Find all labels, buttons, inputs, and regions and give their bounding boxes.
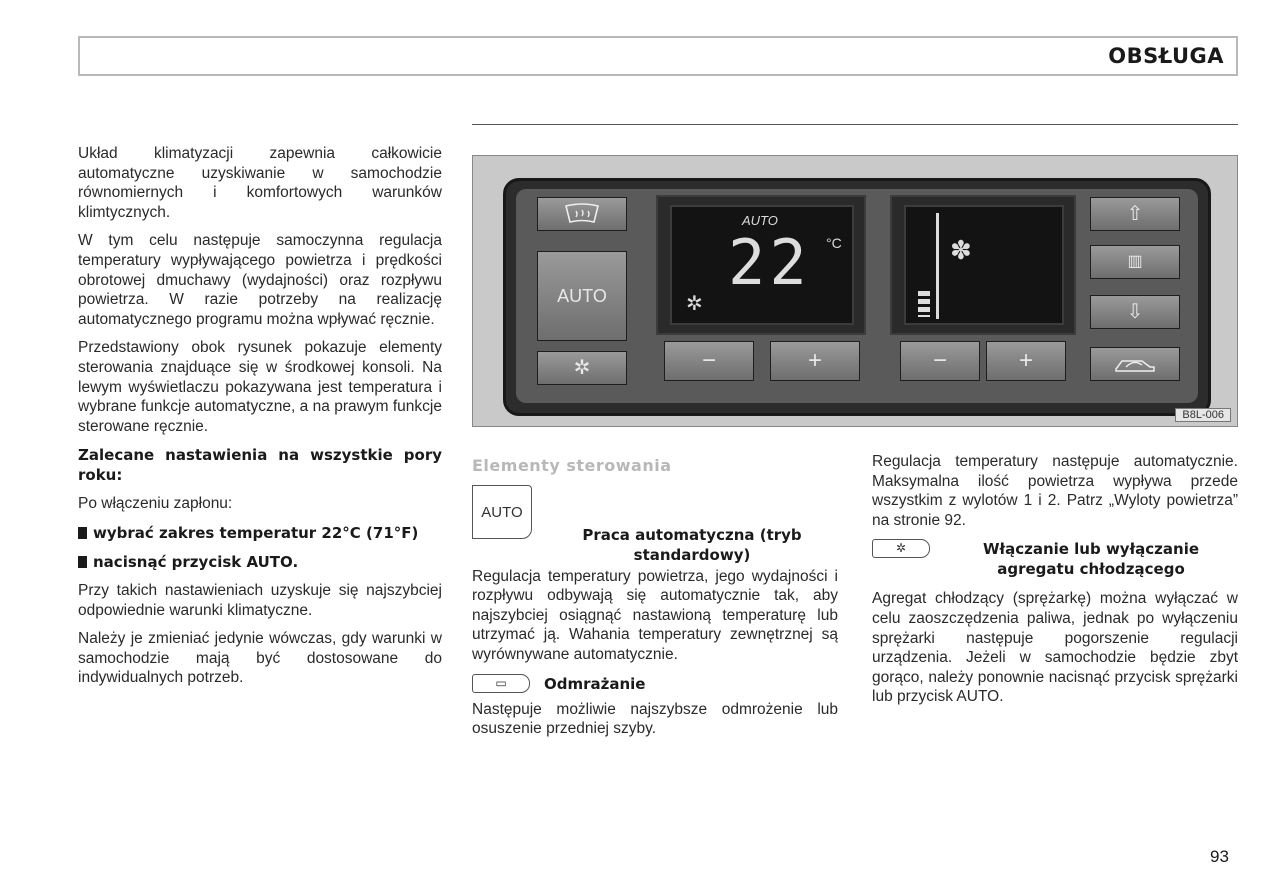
temperature-display: [670, 205, 854, 325]
left-display-frame: [656, 195, 866, 335]
recirculation-button[interactable]: [1090, 347, 1180, 381]
defrost-heading: Odmrażanie: [544, 674, 646, 693]
fan-level-scale: [936, 213, 939, 319]
section-rule: [472, 124, 1238, 125]
regulation-paragraph: W tym celu następuje samoczynna regulacja temperatury wypływającego powietrza i prędkości obrotowej dmuchawy (wydajności) oraz rozpływu powietrza. W razie potrzeby na realizację automatycznego programu można wpływać ręcznie.: [78, 232, 442, 328]
right-display-frame: [890, 195, 1076, 335]
climate-control-panel-figure: [472, 155, 1238, 427]
arrow-down-icon: ⇩: [1126, 301, 1144, 323]
step-auto-text: nacisnąć przycisk AUTO.: [93, 552, 299, 571]
step-temperature: [78, 523, 442, 543]
panel-frame: [503, 178, 1211, 416]
regulation-text: Regulacja temperatury następuje automatycznie. Maksymalna ilość powietrza wypływa przede wszystkim z wylotów 1 i 2. Patrz „Wyloty powietrza” na stronie 92.: [872, 453, 1238, 529]
left-column: [78, 144, 442, 697]
ignition-paragraph: Po włączeniu zapłonu:: [78, 495, 233, 513]
fan-plus-button[interactable]: +: [986, 341, 1066, 381]
snowflake-icon: ✲: [573, 357, 591, 379]
fan-minus-button[interactable]: −: [900, 341, 980, 381]
vent-center-icon: ▥: [1127, 253, 1143, 270]
step-temperature-text: wybrać zakres temperatur 22°C (71°F): [93, 523, 419, 542]
compressor-heading: Włączanie lub wyłączanie agregatu chłodzącego: [982, 540, 1200, 579]
airflow-up-button[interactable]: [1090, 197, 1180, 231]
intro-paragraph: Układ klimatyzacji zapewnia całkowicie automatyczne uzyskiwanie w samochodzie równomiernych i komfortowych warunków klimtycznych.: [78, 145, 442, 221]
recommended-settings-heading: Zalecane nastawienia na wszystkie pory roku:: [78, 446, 442, 485]
arrow-up-icon: ⇧: [1126, 203, 1144, 225]
display-snowflake-icon: ✲: [686, 293, 703, 315]
note-paragraph: Należy je zmieniać jedynie wówczas, gdy warunki w samochodzie mają być dostosowane do indywidualnych potrzeb.: [78, 630, 442, 687]
defrost-heading-row: [472, 674, 838, 694]
middle-column: [472, 456, 838, 748]
auto-mode-heading: Praca automatyczna (tryb standardowy): [582, 525, 802, 564]
header-title: OBSŁUGA: [1108, 44, 1224, 68]
step-auto: [78, 552, 442, 572]
fan-level-bars: [918, 291, 930, 317]
result-paragraph: Przy takich nastawieniach uzyskuje się najszybciej odpowiednie warunki klimatyczne.: [78, 581, 442, 619]
right-column: [872, 452, 1238, 716]
compressor-heading-row: [872, 539, 1238, 579]
display-unit: °C: [826, 235, 842, 251]
auto-mode-heading-row: [472, 485, 838, 565]
defrost-button-icon: ▭: [472, 674, 530, 693]
page-number: 93: [1210, 847, 1229, 866]
airflow-center-button[interactable]: [1090, 245, 1180, 279]
bullet-icon: [78, 556, 87, 568]
auto-button-icon: AUTO: [472, 485, 532, 539]
display-temperature: 22: [728, 226, 811, 299]
figure-description-paragraph: Przedstawiony obok rysunek pokazuje elementy sterowania znajduące się w środkowej konsoli. Na lewym wyświetlaczu pokazywana jest temperatura i wybrane funkcje automatyczne, a na prawym funkcje sterowane ręcznie.: [78, 339, 442, 435]
figure-code: B8L-006: [1175, 408, 1231, 422]
compressor-button[interactable]: [537, 351, 627, 385]
defrost-button[interactable]: [537, 197, 627, 231]
temperature-plus-button[interactable]: +: [770, 341, 860, 381]
recirculation-car-icon: [1112, 353, 1158, 375]
windshield-defrost-icon: [562, 202, 602, 226]
auto-mode-text: Regulacja temperatury powietrza, jego wydajności i rozpływu odbywają się automatycznie tak, aby najszybciej osiągnąć nastawioną temperaturę lub utrzymać ją. Wahania temperatury zewnętrznej są wyrównywane automatycznie.: [472, 567, 838, 663]
compressor-button-icon: ✲: [872, 539, 930, 558]
defrost-text: Następuje możliwie najszybsze odmrożenie lub osuszenie przedniej szyby.: [472, 700, 838, 738]
section-title: Elementy sterowania: [472, 456, 672, 475]
auto-button[interactable]: AUTO: [537, 251, 627, 341]
airflow-down-button[interactable]: [1090, 295, 1180, 329]
display-mode-label: AUTO: [742, 213, 778, 228]
temperature-minus-button[interactable]: −: [664, 341, 754, 381]
header-box: [78, 36, 1238, 76]
panel-inner: [516, 189, 1198, 403]
bullet-icon: [78, 527, 87, 539]
compressor-text: Agregat chłodzący (sprężarkę) można wyłączać w celu zaoszczędzenia paliwa, jednak po wyłączeniu sprężarki następuje pogorszenie regulacji urządzenia. Jeżeli w samochodzie będzie zbyt gorąco, należy ponownie nacisnąć przycisk sprężarki lub przycisk AUTO.: [872, 590, 1238, 706]
fan-icon: ✽: [950, 235, 972, 265]
fan-display: [904, 205, 1064, 325]
